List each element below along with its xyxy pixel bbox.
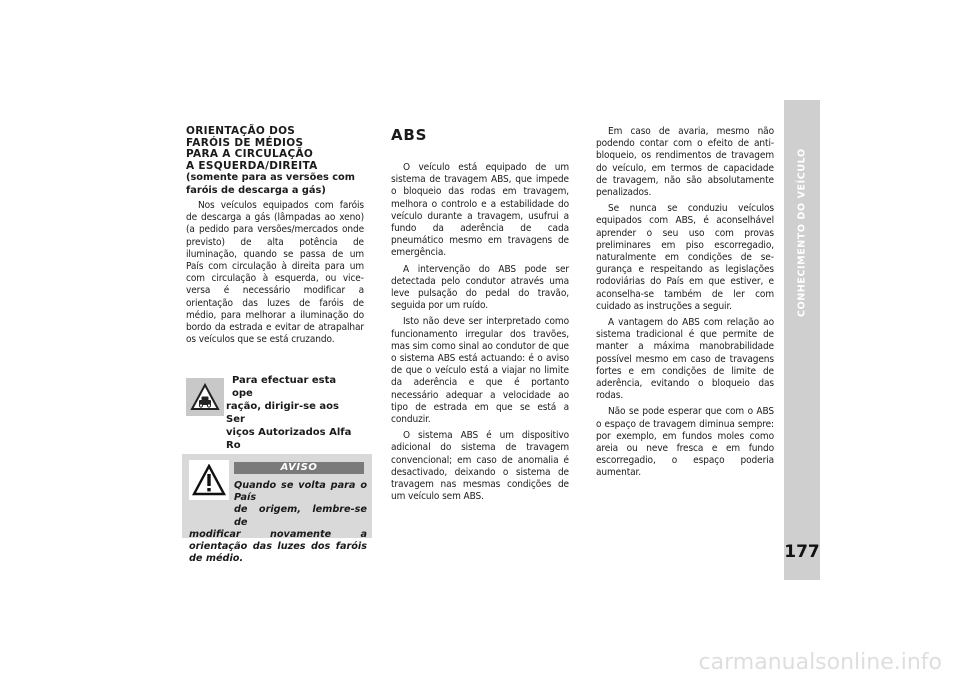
service-note-text: Para efectuar esta ope ração, dirigir-se aos Ser viços Autorizados Alfa Ro: [226, 375, 352, 451]
paragraph: Se nunca se conduziu veículos equipados com ABS, é aconselhável aprender o seu uso com provas preliminares em piso escorregadio, naturalmente em condições de segurança e respeitando as legislações rodoviárias do País em que estiver, e aconselha-se também de ler com cuidado as instruções a seguir.: [596, 203, 774, 312]
service-note: [186, 374, 364, 451]
abs-body: [391, 162, 569, 503]
paragraph: Não se pode esperar que com o ABS o espaço de travagem diminua sempre: por exemplo, em fundos moles como areia ou neve fresca e em fundo escorregadio, o espaço poderia aumentar.: [596, 406, 774, 479]
watermark: carmanualsonline.info: [698, 650, 942, 675]
abs-continued-section: [596, 126, 774, 484]
headlight-orientation-section: [186, 126, 364, 350]
warning-label: AVISO: [234, 462, 364, 474]
paragraph: Em caso de avaria, mesmo não podendo contar com o efeito de anti-bloqueio, os rendimentos de travagem do veículo, em termos de capacidade de travagem, não são absolutamente penalizados.: [596, 126, 774, 199]
paragraph: O veículo está equipado de um sistema de travagem ABS, que impede o bloqueio das rodas em travagem, melhora o controlo e a estabilidade do veículo durante a travagem, usufrui a fundo da aderência de cada pneumático mesmo em travagens de emergência.: [391, 162, 569, 259]
section-body: [186, 200, 364, 346]
paragraph: O sistema ABS é um dispositivo adicional do sistema de travagem convencional; em caso de anomalia é desactivado, deixando o sistema de travagem nas mesmas condições de um veículo sem ABS.: [391, 430, 569, 503]
paragraph: Isto não deve ser interpretado como funcionamento irregular dos travões, mas sim como sinal ao condutor de que o sistema ABS está actuando: é o aviso de que o veículo está a viajar no limite da aderência e que é portanto necessário adequar a velocidade ao tipo de estrada em que se está a conduzir.: [391, 316, 569, 426]
abs-continued-body: [596, 126, 774, 480]
paragraph: A intervenção do ABS pode ser detectada pelo condutor através uma leve pulsação do pedal do travão, seguida por um ruído.: [391, 263, 569, 312]
abs-section: [391, 126, 569, 507]
warning-text: Quando se volta para o País de origem, lembre-se de modificar novamente a orientação das luzes dos faróis de médio.: [189, 480, 367, 565]
service-workshop-icon: [186, 378, 224, 416]
abs-title: ABS: [391, 126, 428, 144]
page-number: 177: [784, 542, 820, 562]
section-subheading: (somente para as versões com faróis de descarga a gás): [186, 172, 355, 196]
paragraph: A vantagem do ABS com relação ao sistema tradicional é que permite de manter a máxima manobrabilidade possível mesmo em caso de travagens fortes e em condições de limite de aderência, evitando o bloqueio das rodas.: [596, 317, 774, 402]
chapter-title: CONHECIMENTO DO VEÍCULO: [796, 148, 808, 318]
section-heading: ORIENTAÇÃO DOS FARÓIS DE MÉDIOS PARA A CIRCULAÇÃO A ESQUERDA/DIREITA: [186, 125, 318, 172]
warning-box: [182, 454, 372, 565]
chapter-side-tab: [784, 100, 820, 580]
paragraph: Nos veículos equipados com faróis de descarga a gás (lâmpadas ao xeno) (a pedido para versões/mercados onde previsto) de alta potência de iluminação, quando se passa de um País com circulação à direita para um com circulação à esquerda, ou viceversa é necessário modificar a orientação das luzes de faróis de médio, para melhorar a iluminação do bordo da estrada e evitar de atrapalhar os veículos que se está cruzando.: [186, 200, 364, 346]
